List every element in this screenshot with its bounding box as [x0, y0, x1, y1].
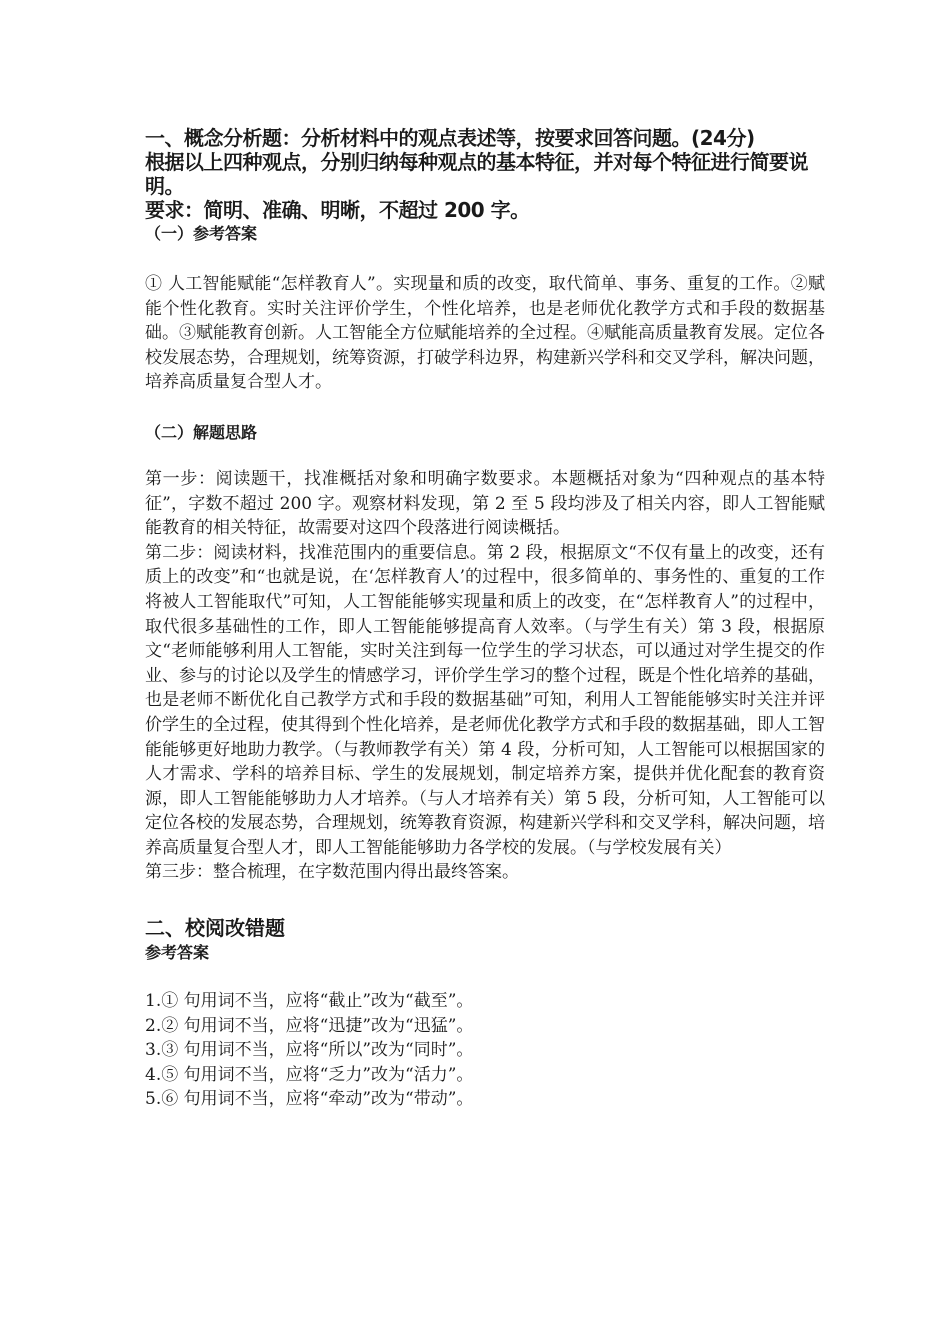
- section2-answer-heading: 参考答案: [145, 943, 210, 963]
- section1-requirement: 要求：简明、准确、明晰，不超过 200 字。: [145, 198, 530, 222]
- section2-title: 二、校阅改错题: [145, 916, 285, 941]
- list-item: 5.⑥ 句用词不当，应将“牵动”改为“带动”。: [145, 1089, 474, 1110]
- approach-heading: （二）解题思路: [145, 422, 258, 442]
- answer-text: ① 人工智能赋能“怎样教育人”。实现量和质的改变，取代简单、事务、重复的工作。②赋能个性化教育。实时关注评价学生，个性化培养，也是老师优化教学方式和手段的数据基础。③赋能教育创新。人工智能全方位赋能培养的全过程。④赋能高质量教育发展。定位各校发展态势，合理规划，统筹资源，打破学科边界，构建新兴学科和交叉学科，解决问题，培养高质量复合型人才。: [145, 274, 825, 393]
- list-item: 1.① 句用词不当，应将“截止”改为“截至”。: [145, 991, 474, 1012]
- correction-list: [145, 989, 825, 1112]
- document-page: [145, 126, 825, 1112]
- section1-title: 一、概念分析题：分析材料中的观点表述等，按要求回答问题。(24分): [145, 126, 755, 150]
- list-item: 2.② 句用词不当，应将“迅捷”改为“迅猛”。: [145, 1015, 474, 1036]
- list-item: 4.⑤ 句用词不当，应将“乏力”改为“活力”。: [145, 1064, 474, 1085]
- approach-step3: 第三步：整合梳理，在字数范围内得出最终答案。: [145, 862, 519, 883]
- approach-step1: 第一步：阅读题干，找准概括对象和明确字数要求。本题概括对象为“四种观点的基本特征”，字数不超过 200 字。观察材料发现，第 2 至 5 段均涉及了相关内容，即人工智能赋能教育的相关特征，故需要对这四个段落进行阅读概括。: [145, 468, 825, 539]
- section1-instruction: 根据以上四种观点，分别归纳每种观点的基本特征，并对每个特征进行简要说明。: [145, 150, 808, 198]
- answer-heading: （一）参考答案: [145, 224, 258, 243]
- approach-step2: 第二步：阅读材料，找准范围内的重要信息。第 2 段，根据原文“不仅有量上的改变，还有质上的改变”和“也就是说，在‘怎样教育人’的过程中，很多简单的、事务性的、重复的工作将被人工智能取代”可知，人工智能能够实现量和质上的改变，在“怎样教育人”的过程中，取代很多基础性的工作，即人工智能能够提高育人效率。（与学生有关）第 3 段，根据原文“老师能够利用人工智能，实时关注到每一位学生的学习状态，可以通过对学生提交的作业、参与的讨论以及学生的情感学习，评价学生学习的整个过程，既是个性化培养的基础，也是老师不断优化自己教学方式和手段的数据基础”可知，利用人工智能能够实时关注并评价学生的全过程，使其得到个性化培养，是老师优化教学方式和手段的数据基础，即人工智能能够更好地助力教学。（与教师教学有关）第 4 段，分析可知，人工智能可以根据国家的人才需求、学科的培养目标、学生的发展规划，制定培养方案，提供并优化配套的教育资源，即人工智能能够助力人才培养。（与人才培养有关）第 5 段，分析可知，人工智能可以定位各校的发展态势，合理规划，统筹教育资源，构建新兴学科和交叉学科，解决问题，培养高质量复合型人才，即人工智能能够助力各学校的发展。（与学校发展有关）: [145, 542, 825, 858]
- list-item: 3.③ 句用词不当，应将“所以”改为“同时”。: [145, 1040, 474, 1061]
